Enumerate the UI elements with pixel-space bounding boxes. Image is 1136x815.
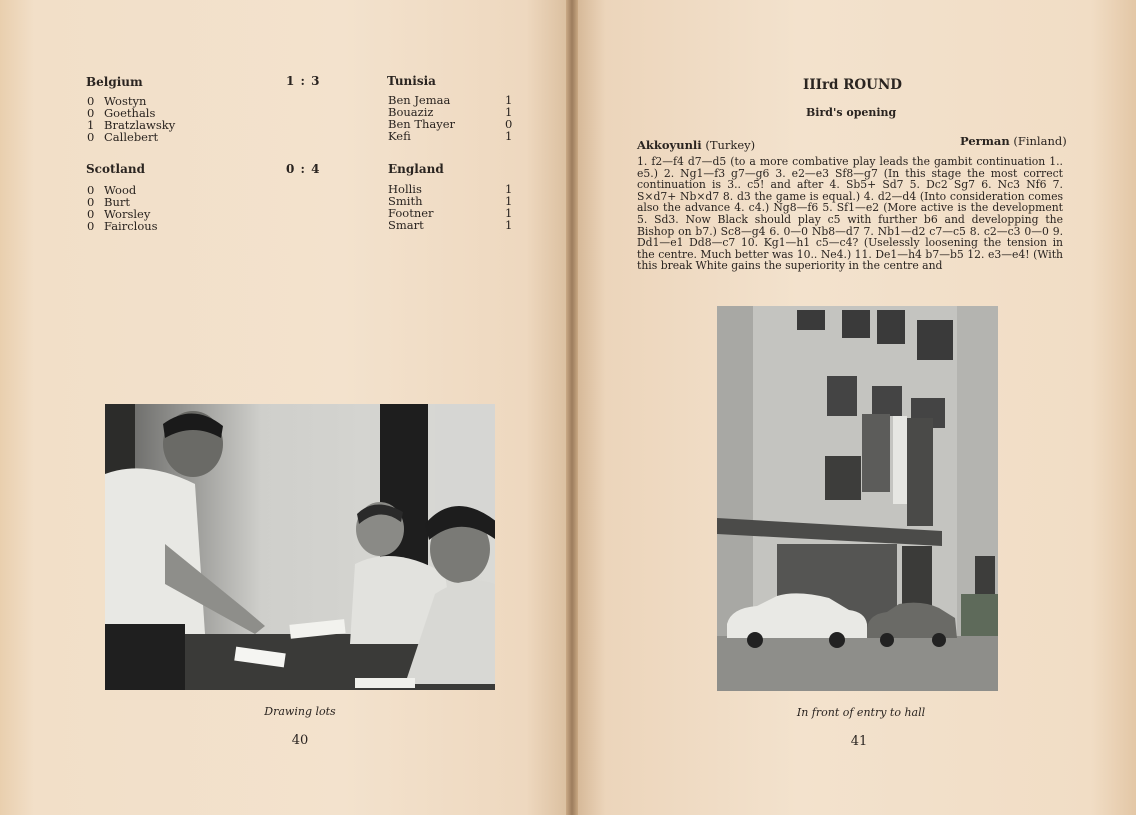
player-name: Smart: [388, 218, 424, 232]
right-page-number: 41: [850, 734, 868, 749]
player-name: Footner: [388, 206, 434, 220]
drawing-lots-photo-art: [105, 404, 495, 690]
black-player-name: Perman: [960, 134, 1010, 148]
player-points: 1: [87, 118, 95, 132]
player-points: 1: [505, 129, 513, 143]
player-name: Worsley: [104, 207, 151, 221]
player-name: Smith: [388, 194, 423, 208]
match1-team-a: Belgium: [86, 75, 143, 89]
left-photo-caption: Drawing lots: [264, 705, 336, 718]
left-page-number: 40: [291, 733, 309, 748]
player-points: 0: [87, 219, 95, 233]
drawing-lots-photo: [105, 404, 495, 690]
player-points: 0: [87, 195, 95, 209]
match2-team-b: England: [388, 162, 444, 176]
player-points: 0: [87, 207, 95, 221]
book-spine: [566, 0, 578, 815]
player-name: Wood: [104, 183, 137, 197]
match1-score: 1 : 3: [286, 74, 321, 88]
player-name: Bouaziz: [388, 105, 434, 119]
player-points: 0: [87, 94, 95, 108]
player-points: 0: [87, 130, 95, 144]
building-entrance-photo: [717, 306, 998, 691]
right-photo-caption: In front of entry to hall: [796, 706, 926, 719]
player-points: 0: [505, 117, 513, 131]
player-points: 1: [505, 218, 513, 232]
match2-score: 0 : 4: [286, 162, 321, 176]
white-player-line: [637, 138, 755, 152]
player-name: Kefi: [388, 129, 411, 143]
player-name: Ben Thayer: [388, 117, 456, 131]
player-points: 1: [505, 206, 513, 220]
player-name: Wostyn: [104, 94, 147, 108]
opening-name: Bird's opening: [806, 106, 897, 119]
match1-team-b: Tunisia: [387, 74, 436, 88]
player-points: 1: [505, 93, 513, 107]
player-name: Hollis: [388, 182, 422, 196]
player-name: Bratzlawsky: [104, 118, 176, 132]
player-points: 1: [505, 182, 513, 196]
black-player-line: [960, 134, 1067, 148]
player-name: Fairclous: [104, 219, 158, 233]
player-name: Burt: [104, 195, 130, 209]
player-name: Goethals: [104, 106, 156, 120]
match2-team-a: Scotland: [86, 162, 145, 176]
black-player-country: (Finland): [1013, 134, 1067, 148]
white-player-country: (Turkey): [705, 138, 756, 152]
player-points: 1: [505, 194, 513, 208]
building-entrance-photo-art: [717, 306, 998, 691]
player-points: 1: [505, 105, 513, 119]
round-title: IIIrd ROUND: [803, 77, 902, 93]
player-name: Ben Jemaa: [388, 93, 451, 107]
player-points: 0: [87, 183, 95, 197]
white-player-name: Akkoyunli: [637, 138, 702, 152]
player-name: Callebert: [104, 130, 159, 144]
player-points: 0: [87, 106, 95, 120]
game-annotation-text: 1. f2—f4 d7—d5 (to a more combative play leads the gambit continuation 1.. e5.) 2. Ng1—f3 g7—g6 3. e2—e3 Sf8—g7 (In this stage the most correct continuation is 3.. c5! and after 4. Sb5+ Sd7 5. Dc2 Sg7 6. Nc3 Nf6 7. S×d7+ Nb×d7 8. d3 the game is equal.) 4. d2—d4 (Into consideration comes also the advance 4. c4.) Ng8—f6 5. Sf1—e2 (More active is the development 5. Sd3. Now Black should play c5 with further b6 and developping the Bishop on b7.) Sc8—g4 6. 0—0 Nb8—d7 7. Nb1—d2 c7—c5 8. c2—c3 0—0 9. Dd1—e1 Dd8—c7 10. Kg1—h1 c5—c4? (Uselessly loosening the tension in the centre. Much better was 10.. Ne4.) 11. De1—h4 b7—b5 12. e3—e4! (With this break White gains the superiority in the centre and: [637, 155, 1063, 273]
